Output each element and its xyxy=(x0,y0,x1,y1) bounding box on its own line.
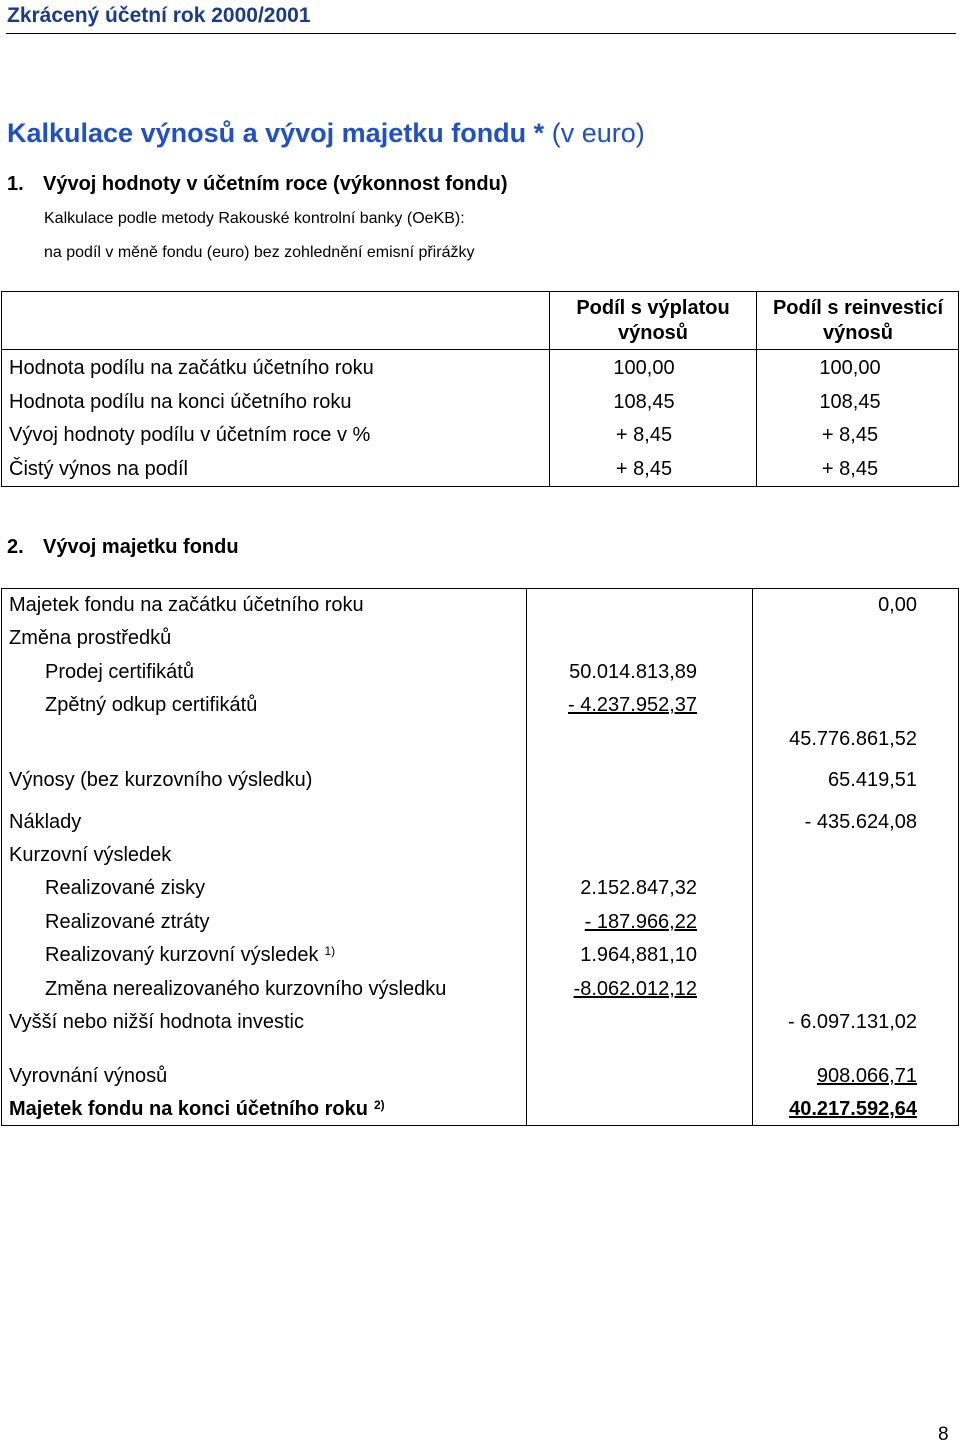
row-label-start: Majetek fondu na začátku účetního roku xyxy=(9,594,364,616)
value-investments: - 6.097.131,02 xyxy=(788,1011,917,1033)
value-equalization: 908.066,71 xyxy=(816,1065,917,1087)
value-unrealized: -8.062.012,12 xyxy=(573,978,697,1000)
fund-assets-table xyxy=(1,588,959,1126)
col-header-line: Podíl s výplatou xyxy=(576,297,730,319)
section-1-method: Kalkulace podle metody Rakouské kontrolní banky (OeKB): xyxy=(44,210,465,227)
table-cell: 108,45 xyxy=(613,391,675,413)
running-header: Zkrácený účetní rok 2000/2001 xyxy=(7,4,311,27)
table-cell: + 8,45 xyxy=(615,424,673,446)
section-2-number: 2. xyxy=(7,536,24,558)
value-start: 0,00 xyxy=(878,594,917,616)
value-income: 65.419,51 xyxy=(828,769,917,791)
table-divider xyxy=(526,589,527,1125)
page-number: 8 xyxy=(938,1424,949,1445)
table-row-label: Vývoj hodnoty podílu v účetním roce v % xyxy=(9,424,371,446)
col-header-line: výnosů xyxy=(822,322,894,344)
table-cell: 100,00 xyxy=(613,357,675,379)
row-label-investments: Vyšší nebo nižší hodnota investic xyxy=(9,1011,304,1033)
section-2-title: Vývoj majetku fondu xyxy=(43,536,239,558)
section-1-basis: na podíl v měně fondu (euro) bez zohlednění emisní přirážky xyxy=(44,244,475,261)
row-label-income: Výnosy (bez kurzovního výsledku) xyxy=(9,769,313,791)
table-cell: 100,00 xyxy=(819,357,881,379)
table-cell: 108,45 xyxy=(819,391,881,413)
table-divider xyxy=(752,589,753,1125)
value-end: 40.217.592,64 xyxy=(789,1098,917,1120)
row-label-equalization: Vyrovnání výnosů xyxy=(9,1065,168,1087)
section-1-heading xyxy=(7,173,507,196)
col-header-reinvestment xyxy=(757,296,959,346)
value-costs: - 435.624,08 xyxy=(804,811,917,833)
value-losses: - 187.966,22 xyxy=(584,911,697,933)
row-label-realized xyxy=(45,944,335,967)
performance-table xyxy=(1,291,959,487)
row-label-buyback: Zpětný odkup certifikátů xyxy=(45,694,258,716)
footnote-2-marker: 2) xyxy=(373,1098,385,1112)
row-label-losses: Realizované ztráty xyxy=(45,911,210,933)
section-2-heading xyxy=(7,536,239,559)
footnote-1-marker: 1) xyxy=(324,944,336,958)
row-label-end xyxy=(9,1098,385,1121)
col-header-distribution xyxy=(550,296,756,346)
value-change-total: 45.776.861,52 xyxy=(789,728,917,750)
row-label-fx: Kurzovní výsledek xyxy=(9,844,172,866)
value-realized: 1.964,881,10 xyxy=(580,944,697,966)
document-title xyxy=(7,118,645,149)
value-gains: 2.152.847,32 xyxy=(580,877,697,899)
table-cell: + 8,45 xyxy=(615,458,673,480)
row-label-sale: Prodej certifikátů xyxy=(45,661,194,683)
table-row-label: Hodnota podílu na konci účetního roku xyxy=(9,391,352,413)
table-header-rule xyxy=(2,349,958,350)
row-label-realized-text: Realizovaný kurzovní výsledek xyxy=(45,944,319,966)
document-title-main: Kalkulace výnosů a vývoj majetku fondu * xyxy=(7,118,545,148)
row-label-unrealized: Změna nerealizovaného kurzovního výsledku xyxy=(45,978,447,1000)
table-row-label: Čistý výnos na podíl xyxy=(9,458,188,480)
table-row-label: Hodnota podílu na začátku účetního roku xyxy=(9,357,374,379)
col-header-line: Podíl s reinvesticí xyxy=(772,297,944,319)
value-sale: 50.014.813,89 xyxy=(569,661,697,683)
section-1-number: 1. xyxy=(7,173,24,195)
row-label-change: Změna prostředků xyxy=(9,627,172,649)
header-rule xyxy=(6,33,956,34)
row-label-costs: Náklady xyxy=(9,811,82,833)
row-label-gains: Realizované zisky xyxy=(45,877,206,899)
document-title-unit: (v euro) xyxy=(551,118,645,148)
table-cell: + 8,45 xyxy=(821,424,879,446)
row-label-end-text: Majetek fondu na konci účetního roku xyxy=(9,1098,368,1120)
section-1-title: Vývoj hodnoty v účetním roce (výkonnost fondu) xyxy=(43,173,508,195)
value-buyback: - 4.237.952,37 xyxy=(568,694,697,716)
table-cell: + 8,45 xyxy=(821,458,879,480)
col-header-line: výnosů xyxy=(617,322,689,344)
